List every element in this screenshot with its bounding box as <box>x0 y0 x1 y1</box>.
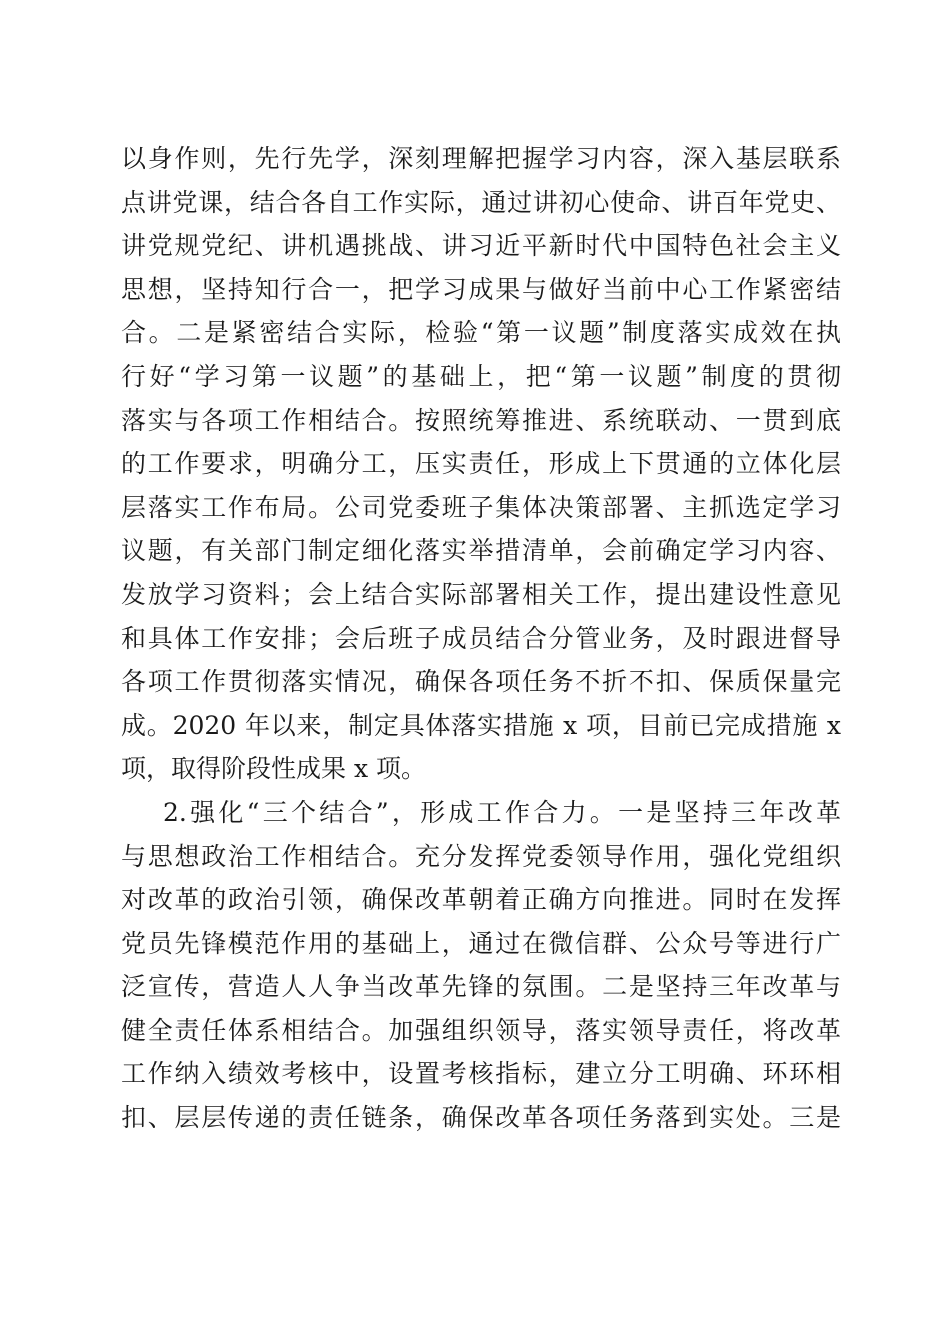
text-line: 工作纳入绩效考核中，设置考核指标，建立分工明确、环环相 <box>121 1059 841 1089</box>
text-line: 健全责任体系相结合。加强组织领导，落实领导责任，将改革 <box>121 1015 841 1045</box>
text-line: 落实与各项工作相结合。按照统筹推进、系统联动、一贯到底 <box>121 405 841 435</box>
text-line: 议题，有关部门制定细化落实举措清单，会前确定学习内容、 <box>121 536 841 566</box>
text-line: 点讲党课，结合各自工作实际，通过讲初心使命、讲百年党史、 <box>121 187 841 217</box>
text-line: 各项工作贯彻落实情况，确保各项任务不折不扣、保质保量完 <box>121 667 841 697</box>
document-body <box>121 137 841 1140</box>
text-line: 扣、层层传递的责任链条，确保改革各项任务落到实处。三是 <box>121 1103 841 1133</box>
text-line: 行好“学习第一议题”的基础上，把“第一议题”制度的贯彻 <box>121 361 841 391</box>
text-line: 2.强化“三个结合”，形成工作合力。一是坚持三年改革 <box>163 797 841 827</box>
text-line: 合。二是紧密结合实际，检验“第一议题”制度落实成效在执 <box>121 318 841 348</box>
text-line: 泛宣传，营造人人争当改革先锋的氛围。二是坚持三年改革与 <box>121 972 841 1002</box>
text-line: 讲党规党纪、讲机遇挑战、讲习近平新时代中国特色社会主义 <box>121 231 841 261</box>
text-line: 与思想政治工作相结合。充分发挥党委领导作用，强化党组织 <box>121 841 841 871</box>
text-line: 层落实工作布局。公司党委班子集体决策部署、主抓选定学习 <box>121 492 841 522</box>
text-line: 和具体工作安排；会后班子成员结合分管业务，及时跟进督导 <box>121 623 841 653</box>
text-line: 党员先锋模范作用的基础上，通过在微信群、公众号等进行广 <box>121 928 841 958</box>
text-line: 对改革的政治引领，确保改革朝着正确方向推进。同时在发挥 <box>121 885 841 915</box>
text-line: 发放学习资料；会上结合实际部署相关工作，提出建设性意见 <box>121 579 841 609</box>
text-line: 的工作要求，明确分工，压实责任，形成上下贯通的立体化层 <box>121 449 841 479</box>
text-line: 思想，坚持知行合一，把学习成果与做好当前中心工作紧密结 <box>121 274 841 304</box>
text-line: 以身作则，先行先学，深刻理解把握学习内容，深入基层联系 <box>121 144 841 173</box>
text-line: 成。2020 年以来，制定具体落实措施 x 项，目前已完成措施 x <box>121 710 841 740</box>
text-line: 项，取得阶段性成果 x 项。 <box>121 754 426 784</box>
